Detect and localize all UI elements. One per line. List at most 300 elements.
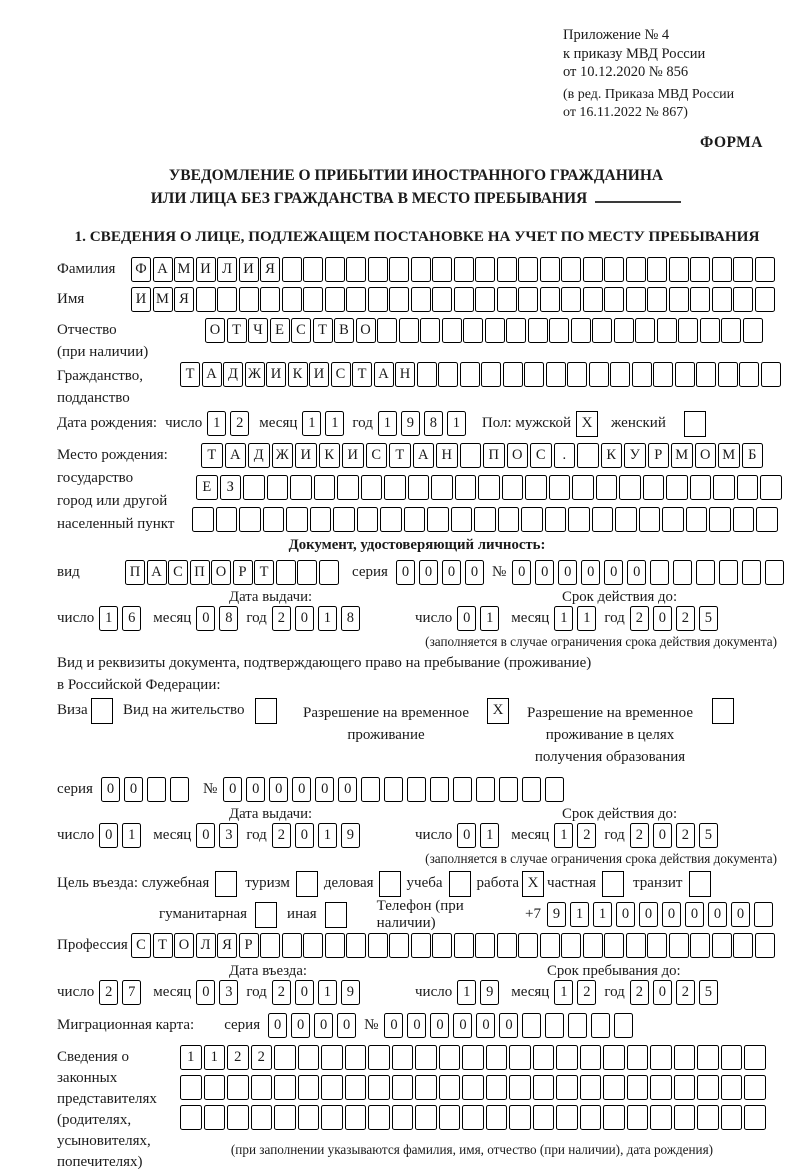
char-box[interactable]: А — [225, 443, 247, 468]
char-box[interactable] — [647, 257, 667, 282]
char-box[interactable] — [627, 1075, 649, 1100]
char-box[interactable] — [439, 1045, 461, 1070]
char-box[interactable]: П — [125, 560, 145, 585]
char-box[interactable] — [733, 257, 753, 282]
char-box[interactable] — [486, 1045, 508, 1070]
char-box[interactable] — [474, 507, 496, 532]
char-box[interactable]: Б — [742, 443, 764, 468]
char-box[interactable] — [377, 318, 397, 343]
char-box[interactable]: 7 — [122, 980, 141, 1005]
char-box[interactable]: 0 — [616, 902, 635, 927]
char-box[interactable] — [592, 507, 614, 532]
char-box[interactable]: 0 — [639, 902, 658, 927]
char-box[interactable]: 0 — [708, 902, 727, 927]
char-box[interactable]: 1 — [204, 1045, 226, 1070]
char-box[interactable] — [475, 257, 495, 282]
char-box[interactable] — [361, 475, 383, 500]
char-box[interactable]: 1 — [99, 606, 118, 631]
char-box[interactable] — [712, 933, 732, 958]
char-box[interactable]: 9 — [480, 980, 499, 1005]
char-box[interactable]: 2 — [230, 411, 249, 436]
char-box[interactable] — [583, 257, 603, 282]
char-box[interactable] — [345, 1045, 367, 1070]
char-box[interactable] — [561, 287, 581, 312]
char-box[interactable] — [380, 507, 402, 532]
profession-boxes[interactable] — [131, 933, 776, 958]
char-box[interactable] — [583, 287, 603, 312]
char-box[interactable] — [673, 560, 692, 585]
char-box[interactable] — [675, 362, 695, 387]
char-box[interactable] — [333, 507, 355, 532]
char-box[interactable]: 1 — [457, 980, 476, 1005]
char-box[interactable] — [499, 777, 518, 802]
birthplace-row3-boxes[interactable] — [192, 507, 780, 532]
char-box[interactable]: Я — [174, 287, 194, 312]
char-box[interactable] — [568, 507, 590, 532]
char-box[interactable] — [626, 257, 646, 282]
char-box[interactable] — [298, 1075, 320, 1100]
char-box[interactable] — [643, 475, 665, 500]
char-box[interactable] — [345, 1105, 367, 1130]
char-box[interactable]: 0 — [662, 902, 681, 927]
char-box[interactable]: 0 — [315, 777, 334, 802]
char-box[interactable] — [632, 362, 652, 387]
char-box[interactable] — [580, 1105, 602, 1130]
resdoc-number-boxes[interactable] — [223, 777, 568, 802]
entry-month-boxes[interactable] — [196, 980, 242, 1005]
char-box[interactable] — [650, 1045, 672, 1070]
iddoc-number-boxes[interactable] — [512, 560, 788, 585]
char-box[interactable]: Е — [270, 318, 290, 343]
purpose-study-checkbox[interactable] — [449, 871, 471, 897]
char-box[interactable] — [251, 1075, 273, 1100]
char-box[interactable] — [712, 287, 732, 312]
char-box[interactable] — [451, 507, 473, 532]
char-box[interactable] — [282, 257, 302, 282]
char-box[interactable] — [765, 560, 784, 585]
char-box[interactable]: Т — [201, 443, 223, 468]
sex-male-checkbox[interactable]: X — [576, 411, 598, 437]
char-box[interactable] — [442, 318, 462, 343]
char-box[interactable] — [524, 362, 544, 387]
char-box[interactable]: 0 — [396, 560, 415, 585]
char-box[interactable] — [239, 287, 259, 312]
char-box[interactable]: Л — [196, 933, 216, 958]
char-box[interactable]: 2 — [676, 980, 695, 1005]
char-box[interactable]: П — [190, 560, 210, 585]
char-box[interactable] — [389, 257, 409, 282]
char-box[interactable]: О — [507, 443, 529, 468]
char-box[interactable]: Т — [389, 443, 411, 468]
char-box[interactable] — [411, 287, 431, 312]
char-box[interactable]: 1 — [378, 411, 397, 436]
char-box[interactable] — [411, 257, 431, 282]
char-box[interactable] — [462, 1075, 484, 1100]
char-box[interactable]: 0 — [295, 980, 314, 1005]
iddoc-issue-year-boxes[interactable] — [272, 606, 364, 631]
char-box[interactable]: Ф — [131, 257, 151, 282]
char-box[interactable] — [415, 1105, 437, 1130]
char-box[interactable] — [321, 1045, 343, 1070]
char-box[interactable]: 6 — [122, 606, 141, 631]
char-box[interactable] — [639, 507, 661, 532]
char-box[interactable]: 0 — [653, 980, 672, 1005]
char-box[interactable] — [303, 257, 323, 282]
char-box[interactable] — [733, 287, 753, 312]
char-box[interactable] — [346, 933, 366, 958]
char-box[interactable] — [476, 777, 495, 802]
char-box[interactable] — [635, 318, 655, 343]
char-box[interactable] — [392, 1045, 414, 1070]
char-box[interactable] — [690, 257, 710, 282]
phone-boxes[interactable] — [547, 902, 777, 927]
char-box[interactable] — [263, 507, 285, 532]
char-box[interactable] — [674, 1105, 696, 1130]
char-box[interactable]: И — [295, 443, 317, 468]
char-box[interactable] — [345, 1075, 367, 1100]
char-box[interactable]: 0 — [196, 606, 215, 631]
char-box[interactable] — [744, 1045, 766, 1070]
char-box[interactable] — [713, 475, 735, 500]
char-box[interactable] — [310, 507, 332, 532]
char-box[interactable]: 0 — [604, 560, 623, 585]
char-box[interactable] — [475, 287, 495, 312]
char-box[interactable]: Т — [313, 318, 333, 343]
char-box[interactable] — [760, 475, 782, 500]
char-box[interactable]: 0 — [558, 560, 577, 585]
char-box[interactable] — [427, 507, 449, 532]
char-box[interactable]: 0 — [442, 560, 461, 585]
surname-boxes[interactable] — [131, 257, 776, 282]
purpose-work-checkbox[interactable]: X — [522, 871, 544, 897]
char-box[interactable]: С — [366, 443, 388, 468]
char-box[interactable]: 2 — [99, 980, 118, 1005]
char-box[interactable] — [357, 507, 379, 532]
char-box[interactable] — [486, 1105, 508, 1130]
char-box[interactable]: Р — [239, 933, 259, 958]
char-box[interactable] — [282, 933, 302, 958]
char-box[interactable]: Т — [180, 362, 200, 387]
char-box[interactable] — [384, 777, 403, 802]
char-box[interactable]: 2 — [630, 980, 649, 1005]
char-box[interactable] — [540, 287, 560, 312]
char-box[interactable]: Т — [227, 318, 247, 343]
char-box[interactable] — [286, 507, 308, 532]
char-box[interactable]: 1 — [447, 411, 466, 436]
char-box[interactable] — [325, 287, 345, 312]
char-box[interactable]: К — [288, 362, 308, 387]
rvp-checkbox[interactable]: X — [487, 698, 509, 724]
char-box[interactable] — [754, 902, 773, 927]
char-box[interactable] — [603, 1045, 625, 1070]
char-box[interactable] — [743, 318, 763, 343]
char-box[interactable]: 0 — [295, 606, 314, 631]
iddoc-valid-year-boxes[interactable] — [630, 606, 722, 631]
char-box[interactable] — [384, 475, 406, 500]
char-box[interactable]: П — [483, 443, 505, 468]
char-box[interactable] — [392, 1075, 414, 1100]
char-box[interactable] — [721, 1105, 743, 1130]
stay-day-boxes[interactable] — [457, 980, 503, 1005]
char-box[interactable] — [368, 257, 388, 282]
iddoc-kind-boxes[interactable] — [125, 560, 340, 585]
char-box[interactable]: А — [374, 362, 394, 387]
char-box[interactable] — [399, 318, 419, 343]
char-box[interactable] — [721, 1075, 743, 1100]
char-box[interactable]: 9 — [401, 411, 420, 436]
char-box[interactable] — [737, 475, 759, 500]
residence-permit-checkbox[interactable] — [255, 698, 277, 724]
char-box[interactable]: С — [168, 560, 188, 585]
char-box[interactable] — [486, 1075, 508, 1100]
char-box[interactable]: 0 — [407, 1013, 426, 1038]
char-box[interactable] — [755, 933, 775, 958]
char-box[interactable]: С — [331, 362, 351, 387]
char-box[interactable] — [439, 1105, 461, 1130]
char-box[interactable] — [432, 933, 452, 958]
mcard-series-boxes[interactable] — [268, 1013, 360, 1038]
char-box[interactable]: 8 — [424, 411, 443, 436]
char-box[interactable] — [290, 475, 312, 500]
purpose-business-checkbox[interactable] — [379, 871, 401, 897]
char-box[interactable] — [518, 933, 538, 958]
char-box[interactable] — [506, 318, 526, 343]
char-box[interactable]: 9 — [547, 902, 566, 927]
char-box[interactable]: 0 — [268, 1013, 287, 1038]
char-box[interactable]: 0 — [337, 1013, 356, 1038]
char-box[interactable] — [556, 1075, 578, 1100]
char-box[interactable] — [669, 257, 689, 282]
char-box[interactable] — [346, 287, 366, 312]
birthplace-row1-boxes[interactable] — [201, 443, 765, 468]
char-box[interactable]: 3 — [219, 823, 238, 848]
char-box[interactable]: 1 — [325, 411, 344, 436]
char-box[interactable] — [303, 933, 323, 958]
char-box[interactable]: 0 — [124, 777, 143, 802]
char-box[interactable] — [662, 507, 684, 532]
char-box[interactable]: 0 — [419, 560, 438, 585]
char-box[interactable] — [733, 933, 753, 958]
char-box[interactable] — [454, 257, 474, 282]
char-box[interactable]: 2 — [630, 606, 649, 631]
char-box[interactable]: К — [601, 443, 623, 468]
char-box[interactable]: И — [239, 257, 259, 282]
char-box[interactable] — [592, 318, 612, 343]
char-box[interactable]: 0 — [223, 777, 242, 802]
char-box[interactable]: 1 — [554, 980, 573, 1005]
char-box[interactable] — [626, 287, 646, 312]
char-box[interactable] — [239, 507, 261, 532]
entry-day-boxes[interactable] — [99, 980, 145, 1005]
char-box[interactable] — [690, 933, 710, 958]
char-box[interactable] — [415, 1075, 437, 1100]
char-box[interactable]: Ч — [248, 318, 268, 343]
char-box[interactable]: У — [624, 443, 646, 468]
char-box[interactable] — [216, 507, 238, 532]
char-box[interactable]: Я — [217, 933, 237, 958]
char-box[interactable] — [674, 1075, 696, 1100]
char-box[interactable] — [577, 443, 599, 468]
purpose-other-checkbox[interactable] — [325, 902, 347, 928]
char-box[interactable] — [415, 1045, 437, 1070]
char-box[interactable]: С — [291, 318, 311, 343]
char-box[interactable]: Л — [217, 257, 237, 282]
char-box[interactable] — [454, 287, 474, 312]
char-box[interactable] — [170, 777, 189, 802]
char-box[interactable] — [251, 1105, 273, 1130]
char-box[interactable] — [432, 257, 452, 282]
guardians-row3-boxes[interactable] — [180, 1105, 768, 1130]
char-box[interactable] — [709, 507, 731, 532]
char-box[interactable]: М — [153, 287, 173, 312]
char-box[interactable]: 2 — [577, 980, 596, 1005]
char-box[interactable] — [580, 1075, 602, 1100]
resdoc-issue-year-boxes[interactable] — [272, 823, 364, 848]
char-box[interactable]: 0 — [581, 560, 600, 585]
char-box[interactable] — [192, 507, 214, 532]
char-box[interactable]: 2 — [272, 980, 291, 1005]
char-box[interactable] — [297, 560, 317, 585]
char-box[interactable] — [453, 777, 472, 802]
char-box[interactable]: 1 — [554, 823, 573, 848]
char-box[interactable]: В — [334, 318, 354, 343]
char-box[interactable]: М — [671, 443, 693, 468]
char-box[interactable]: А — [153, 257, 173, 282]
rvp-edu-checkbox[interactable] — [712, 698, 734, 724]
char-box[interactable] — [627, 1045, 649, 1070]
char-box[interactable] — [498, 507, 520, 532]
char-box[interactable] — [678, 318, 698, 343]
char-box[interactable] — [147, 777, 166, 802]
stay-year-boxes[interactable] — [630, 980, 722, 1005]
char-box[interactable] — [650, 1105, 672, 1130]
char-box[interactable] — [274, 1045, 296, 1070]
char-box[interactable] — [509, 1105, 531, 1130]
char-box[interactable] — [518, 257, 538, 282]
char-box[interactable]: Е — [196, 475, 218, 500]
char-box[interactable]: С — [530, 443, 552, 468]
char-box[interactable]: 1 — [318, 823, 337, 848]
char-box[interactable]: 0 — [453, 1013, 472, 1038]
name-boxes[interactable] — [131, 287, 776, 312]
char-box[interactable] — [583, 933, 603, 958]
purpose-official-checkbox[interactable] — [215, 871, 237, 897]
char-box[interactable] — [721, 318, 741, 343]
char-box[interactable]: Д — [223, 362, 243, 387]
char-box[interactable] — [653, 362, 673, 387]
char-box[interactable] — [260, 933, 280, 958]
char-box[interactable] — [545, 777, 564, 802]
char-box[interactable] — [596, 475, 618, 500]
char-box[interactable] — [368, 1105, 390, 1130]
char-box[interactable] — [503, 362, 523, 387]
char-box[interactable] — [346, 257, 366, 282]
char-box[interactable] — [533, 1045, 555, 1070]
char-box[interactable] — [690, 475, 712, 500]
purpose-tourism-checkbox[interactable] — [296, 871, 318, 897]
resdoc-valid-day-boxes[interactable] — [457, 823, 503, 848]
char-box[interactable]: З — [220, 475, 242, 500]
char-box[interactable] — [497, 257, 517, 282]
char-box[interactable]: 0 — [384, 1013, 403, 1038]
char-box[interactable]: А — [413, 443, 435, 468]
char-box[interactable] — [420, 318, 440, 343]
char-box[interactable]: И — [196, 257, 216, 282]
char-box[interactable]: И — [342, 443, 364, 468]
char-box[interactable] — [591, 1013, 610, 1038]
char-box[interactable] — [744, 1105, 766, 1130]
char-box[interactable]: 9 — [341, 823, 360, 848]
char-box[interactable] — [274, 1075, 296, 1100]
char-box[interactable]: 5 — [699, 980, 718, 1005]
citizenship-boxes[interactable] — [180, 362, 782, 387]
char-box[interactable] — [227, 1075, 249, 1100]
char-box[interactable] — [696, 560, 715, 585]
guardians-row2-boxes[interactable] — [180, 1075, 768, 1100]
resdoc-series-boxes[interactable] — [101, 777, 193, 802]
char-box[interactable] — [431, 475, 453, 500]
char-box[interactable]: 2 — [272, 823, 291, 848]
char-box[interactable] — [319, 560, 339, 585]
char-box[interactable] — [626, 933, 646, 958]
char-box[interactable]: 0 — [535, 560, 554, 585]
char-box[interactable] — [481, 362, 501, 387]
char-box[interactable]: О — [174, 933, 194, 958]
char-box[interactable] — [282, 287, 302, 312]
visa-checkbox[interactable] — [91, 698, 113, 724]
char-box[interactable] — [761, 362, 781, 387]
resdoc-valid-month-boxes[interactable] — [554, 823, 600, 848]
char-box[interactable]: 5 — [699, 606, 718, 631]
char-box[interactable] — [549, 475, 571, 500]
char-box[interactable] — [561, 933, 581, 958]
char-box[interactable] — [540, 933, 560, 958]
char-box[interactable]: Р — [233, 560, 253, 585]
char-box[interactable]: М — [718, 443, 740, 468]
char-box[interactable]: 0 — [653, 823, 672, 848]
char-box[interactable] — [739, 362, 759, 387]
char-box[interactable] — [478, 475, 500, 500]
char-box[interactable] — [243, 475, 265, 500]
char-box[interactable] — [260, 287, 280, 312]
char-box[interactable]: 0 — [338, 777, 357, 802]
char-box[interactable]: 0 — [476, 1013, 495, 1038]
char-box[interactable] — [744, 1075, 766, 1100]
char-box[interactable]: Ж — [272, 443, 294, 468]
char-box[interactable] — [755, 257, 775, 282]
char-box[interactable] — [518, 287, 538, 312]
char-box[interactable] — [567, 362, 587, 387]
char-box[interactable] — [556, 1105, 578, 1130]
char-box[interactable]: 0 — [653, 606, 672, 631]
iddoc-series-boxes[interactable] — [396, 560, 488, 585]
char-box[interactable]: И — [266, 362, 286, 387]
char-box[interactable] — [561, 257, 581, 282]
char-box[interactable]: Т — [153, 933, 173, 958]
char-box[interactable] — [204, 1105, 226, 1130]
char-box[interactable]: И — [131, 287, 151, 312]
char-box[interactable] — [368, 287, 388, 312]
char-box[interactable]: Н — [436, 443, 458, 468]
char-box[interactable] — [647, 287, 667, 312]
char-box[interactable] — [696, 362, 716, 387]
char-box[interactable]: 2 — [676, 606, 695, 631]
char-box[interactable]: 0 — [627, 560, 646, 585]
char-box[interactable] — [217, 287, 237, 312]
char-box[interactable]: 1 — [480, 823, 499, 848]
char-box[interactable] — [180, 1075, 202, 1100]
char-box[interactable] — [455, 475, 477, 500]
